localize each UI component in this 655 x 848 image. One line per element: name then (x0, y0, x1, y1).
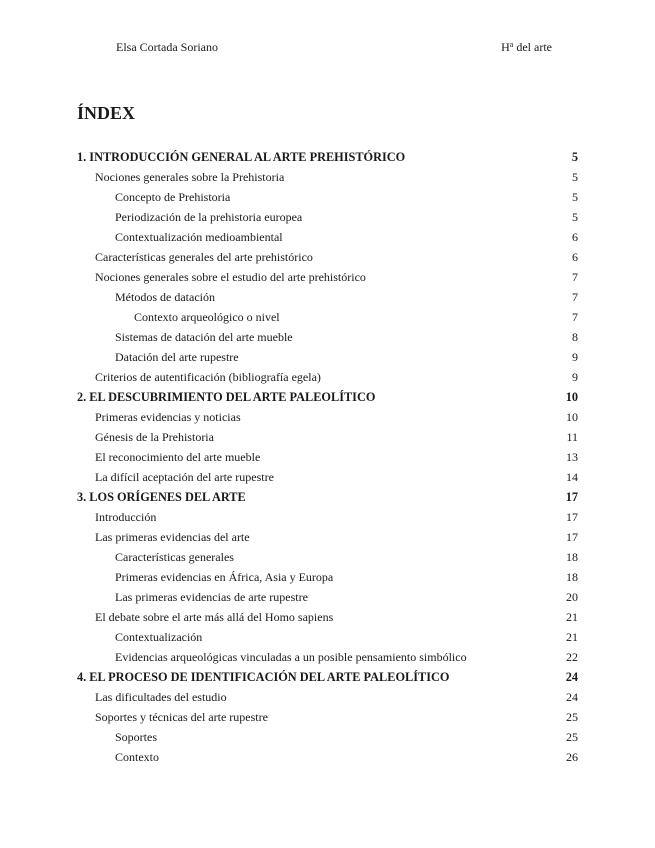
toc-entry[interactable] (77, 527, 578, 547)
toc-entry-label: Génesis de la Prehistoria (95, 430, 214, 444)
toc-entry-label: Características generales (115, 550, 234, 564)
toc-entry-page: 7 (572, 290, 578, 304)
toc-entry-label: Soportes y técnicas del arte rupestre (95, 710, 268, 724)
toc-entry-label: Contextualización (115, 630, 203, 644)
toc-entry-page: 17 (566, 530, 578, 544)
toc-entry-label: Periodización de la prehistoria europea (115, 210, 303, 224)
toc-entry[interactable] (77, 347, 578, 367)
toc-entry[interactable] (77, 327, 578, 347)
toc-entry[interactable] (77, 387, 578, 407)
toc-entry-label: La difícil aceptación del arte rupestre (95, 470, 274, 484)
toc-entry-label: 3. LOS ORÍGENES DEL ARTE (77, 490, 246, 504)
toc-entry[interactable] (77, 307, 578, 327)
toc-entry[interactable] (77, 407, 578, 427)
toc-entry-label: 4. EL PROCESO DE IDENTIFICACIÓN DEL ARTE PALEOLÍTICO (77, 670, 450, 684)
toc-entry[interactable] (77, 567, 578, 587)
toc-entry-page: 6 (572, 250, 578, 264)
toc-entry-page: 7 (572, 270, 578, 284)
toc-entry-page: 17 (566, 510, 578, 524)
toc-entry-label: El debate sobre el arte más allá del Homo sapiens (95, 610, 334, 624)
toc-entry[interactable] (77, 267, 578, 287)
toc-entry[interactable] (77, 447, 578, 467)
toc-entry-page: 26 (566, 750, 578, 764)
toc-entry[interactable] (77, 427, 578, 447)
toc-entry-label: Primeras evidencias en África, Asia y Europa (115, 570, 334, 584)
index-title: ÍNDEX (77, 103, 136, 123)
header-course-sup: a (509, 40, 514, 49)
toc-entry[interactable] (77, 487, 578, 507)
toc-entry-page: 24 (566, 690, 578, 704)
toc-entry[interactable] (77, 187, 578, 207)
toc-entry-label: El reconocimiento del arte mueble (95, 450, 261, 464)
toc-entry-page: 25 (566, 730, 578, 744)
toc-entry[interactable] (77, 727, 578, 747)
toc-entry-label: Concepto de Prehistoria (115, 190, 231, 204)
toc-entry[interactable] (77, 607, 578, 627)
toc-entry[interactable] (77, 247, 578, 267)
toc-entry-label: Las primeras evidencias del arte (95, 530, 250, 544)
toc-entry-page: 5 (571, 150, 578, 164)
toc-entry[interactable] (77, 707, 578, 727)
toc-entry-page: 7 (572, 310, 578, 324)
toc-entry-page: 6 (572, 230, 578, 244)
toc-entry-label: Evidencias arqueológicas vinculadas a un posible pensamiento simbólico (115, 650, 467, 664)
toc-entry-label: Las dificultades del estudio (95, 690, 227, 704)
toc-entry-page: 10 (566, 410, 578, 424)
toc-entry[interactable] (77, 467, 578, 487)
toc-entry-page: 21 (566, 610, 578, 624)
toc-entry-page: 5 (572, 210, 578, 224)
toc-entry-label: Introducción (95, 510, 157, 524)
toc-entry[interactable] (77, 667, 578, 687)
toc-entry-page: 9 (572, 350, 578, 364)
toc-entry-page: 9 (572, 370, 578, 384)
toc-entry-label: Métodos de datación (115, 290, 215, 304)
toc-entry-label: Primeras evidencias y noticias (95, 410, 241, 424)
toc-entry-label: Características generales del arte prehistórico (95, 250, 313, 264)
toc-entry-label: Contexto arqueológico o nivel (134, 310, 280, 324)
table-of-contents (77, 147, 578, 767)
toc-entry-label: 1. INTRODUCCIÓN GENERAL AL ARTE PREHISTÓRICO (77, 150, 406, 164)
toc-entry[interactable] (77, 367, 578, 387)
toc-entry[interactable] (77, 747, 578, 767)
header-author: Elsa Cortada Soriano (116, 40, 218, 54)
toc-entry-page: 8 (572, 330, 578, 344)
toc-entry-label: Nociones generales sobre el estudio del arte prehistórico (95, 270, 366, 284)
toc-entry[interactable] (77, 167, 578, 187)
toc-entry-label: Datación del arte rupestre (115, 350, 239, 364)
toc-entry-page: 22 (566, 650, 578, 664)
toc-entry-page: 18 (566, 570, 578, 584)
toc-entry[interactable] (77, 507, 578, 527)
toc-entry-label: Soportes (115, 730, 157, 744)
header-course-suffix: del arte (513, 40, 552, 54)
toc-entry[interactable] (77, 647, 578, 667)
toc-entry-page: 18 (566, 550, 578, 564)
toc-entry-page: 25 (566, 710, 578, 724)
toc-entry-label: 2. EL DESCUBRIMIENTO DEL ARTE PALEOLÍTICO (77, 390, 376, 404)
toc-entry[interactable] (77, 627, 578, 647)
header-course-prefix: H (501, 40, 510, 54)
toc-entry-page: 21 (566, 630, 578, 644)
toc-entry[interactable] (77, 547, 578, 567)
toc-entry-page: 17 (565, 490, 578, 504)
toc-entry-page: 10 (565, 390, 578, 404)
toc-entry-page: 20 (566, 590, 578, 604)
toc-entry-label: Nociones generales sobre la Prehistoria (95, 170, 285, 184)
toc-entry-page: 14 (566, 470, 578, 484)
toc-entry[interactable] (77, 687, 578, 707)
toc-entry[interactable] (77, 587, 578, 607)
toc-entry-page: 11 (566, 430, 578, 444)
toc-entry-page: 24 (565, 670, 578, 684)
toc-entry-page: 13 (566, 450, 578, 464)
toc-entry-label: Contextualización medioambiental (115, 230, 283, 244)
toc-entry-label: Sistemas de datación del arte mueble (115, 330, 293, 344)
toc-entry-label: Contexto (115, 750, 159, 764)
header-course (501, 40, 552, 54)
toc-entry[interactable] (77, 227, 578, 247)
toc-entry[interactable] (77, 287, 578, 307)
toc-entry-label: Las primeras evidencias de arte rupestre (115, 590, 308, 604)
toc-entry-page: 5 (572, 170, 578, 184)
toc-entry-label: Criterios de autentificación (bibliografía egela) (95, 370, 321, 384)
toc-entry[interactable] (77, 207, 578, 227)
toc-entry[interactable] (77, 147, 578, 167)
toc-entry-page: 5 (572, 190, 578, 204)
